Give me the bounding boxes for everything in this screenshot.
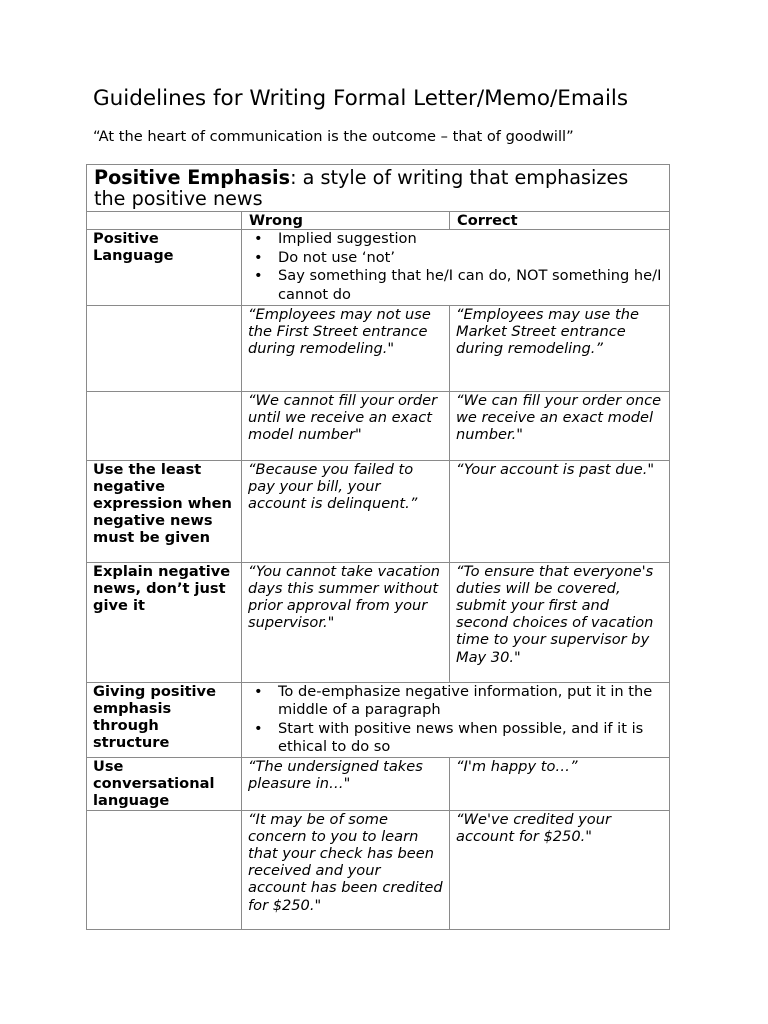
goodwill-quote: “At the heart of communication is the outcome – that of goodwill” <box>93 128 574 145</box>
section-heading <box>87 165 670 212</box>
section-heading-term: Positive Emphasis <box>94 166 291 189</box>
list-item: • Start with positive news when possible, and if it is ethical to do so <box>278 720 663 757</box>
wrong-example: “Employees may not use the First Street entrance during remodeling." <box>242 305 450 391</box>
table-row <box>87 391 670 460</box>
wrong-example: “We cannot fill your order until we receive an exact model number" <box>242 391 450 460</box>
positive-emphasis-table <box>86 164 670 930</box>
table-row <box>87 460 670 562</box>
wrong-example: “Because you failed to pay your bill, your account is delinquent.” <box>242 460 450 562</box>
table-row <box>87 305 670 391</box>
list-item: • Say something that he/I can do, NOT something he/I cannot do <box>278 267 663 304</box>
row-label: Use the least negative expression when negative news must be given <box>87 460 242 562</box>
list-item: • Implied suggestion <box>278 230 663 249</box>
row-label-empty <box>87 810 242 929</box>
row-label: Giving positive emphasis through structure <box>87 682 242 757</box>
correct-example: “To ensure that everyone's duties will be covered, submit your first and second choices of vacation time to your supervisor by May 30." <box>450 562 670 682</box>
column-header-correct: Correct <box>450 212 670 230</box>
table-heading-row <box>87 165 670 212</box>
document-title: Guidelines for Writing Formal Letter/Memo/Emails <box>93 86 629 111</box>
table-row <box>87 810 670 929</box>
table-row <box>87 230 670 305</box>
row-label: Use conversational language <box>87 757 242 810</box>
bullet-list <box>248 230 663 304</box>
bullet-list <box>248 683 663 757</box>
row-bullets <box>242 682 670 757</box>
table-row <box>87 757 670 810</box>
wrong-example: “The undersigned takes pleasure in…" <box>242 757 450 810</box>
row-label-empty <box>87 391 242 460</box>
wrong-example: “You cannot take vacation days this summer without prior approval from your supervisor." <box>242 562 450 682</box>
row-label: Positive Language <box>87 230 242 305</box>
list-item: • To de-emphasize negative information, put it in the middle of a paragraph <box>278 683 663 720</box>
correct-example: “We've credited your account for $250." <box>450 810 670 929</box>
table-row <box>87 562 670 682</box>
list-item: • Do not use ‘not’ <box>278 249 663 268</box>
correct-example: “Your account is past due." <box>450 460 670 562</box>
section-heading-definition: : a style of writing that emphasizes the positive news <box>94 166 629 210</box>
wrong-example: “It may be of some concern to you to learn that your check has been received and your account has been credited for $250." <box>242 810 450 929</box>
column-header-blank <box>87 212 242 230</box>
correct-example: “I'm happy to…” <box>450 757 670 810</box>
correct-example: “Employees may use the Market Street entrance during remodeling.” <box>450 305 670 391</box>
correct-example: “We can fill your order once we receive an exact model number." <box>450 391 670 460</box>
row-label: Explain negative news, don’t just give it <box>87 562 242 682</box>
table-row <box>87 682 670 757</box>
row-label-empty <box>87 305 242 391</box>
column-header-row <box>87 212 670 230</box>
row-bullets <box>242 230 670 305</box>
column-header-wrong: Wrong <box>242 212 450 230</box>
